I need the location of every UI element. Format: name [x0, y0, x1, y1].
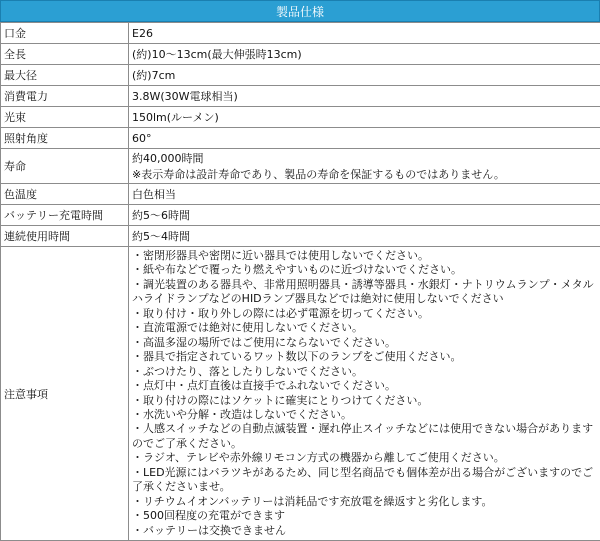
note-item: ・ぶつけたり、落としたりしないでください。 [132, 365, 600, 379]
spec-title: 製品仕様 [0, 0, 600, 22]
spec-grid [0, 22, 600, 541]
lifespan-value: 約40,000時間 [132, 150, 600, 166]
table-row-notes [1, 247, 600, 541]
note-item: ・LED光源にはバラツキがあるため、同じ型名商品でも個体差が出る場合がございますのでご了承くださいませ。 [132, 466, 600, 495]
row-label: バッテリー充電時間 [1, 205, 129, 226]
row-value: 白色相当 [129, 184, 600, 205]
table-row [1, 205, 600, 226]
note-item: ・取り付け・取り外しの際には必ず電源を切ってください。 [132, 307, 600, 321]
note-item: ・バッテリーは交換できません [132, 524, 600, 538]
note-item: ・リチウムイオンバッテリーは消耗品です充放電を繰返すと劣化します。 [132, 495, 600, 509]
row-label: 最大径 [1, 65, 129, 86]
row-label: 全長 [1, 44, 129, 65]
row-label: 色温度 [1, 184, 129, 205]
row-label: 寿命 [1, 149, 129, 184]
note-item: ・500回程度の充電ができます [132, 509, 600, 523]
table-row [1, 23, 600, 44]
row-label: 連続使用時間 [1, 226, 129, 247]
table-row [1, 149, 600, 184]
note-item: ・直流電源では絶対に使用しないでください。 [132, 321, 600, 335]
row-label: 光束 [1, 107, 129, 128]
note-item: ・器具で指定されているワット数以下のランプをご使用ください。 [132, 350, 600, 364]
lifespan-footnote: ※表示寿命は設計寿命であり、製品の寿命を保証するものではありません。 [132, 166, 600, 182]
notes-list [129, 247, 600, 541]
table-row [1, 184, 600, 205]
row-value: 60° [129, 128, 600, 149]
row-value: 約5～4時間 [129, 226, 600, 247]
note-item: ・高温多湿の場所ではご使用にならないでください。 [132, 336, 600, 350]
table-row [1, 44, 600, 65]
note-item: ・紙や布などで覆ったり燃えやすいものに近づけないでください。 [132, 263, 600, 277]
row-value: (約)7cm [129, 65, 600, 86]
table-row [1, 65, 600, 86]
note-item: ・調光装置のある器具や、非常用照明器具・誘導等器具・水銀灯・ナトリウムランプ・メタルハライドランプなどのHIDランプ器具などでは絶対に使用しないでください [132, 278, 600, 307]
note-item: ・ラジオ、テレビや赤外線リモコン方式の機器から離してご使用ください。 [132, 451, 600, 465]
row-label: 口金 [1, 23, 129, 44]
row-label: 照射角度 [1, 128, 129, 149]
row-value: 150lm(ルーメン) [129, 107, 600, 128]
row-value: 3.8W(30W電球相当) [129, 86, 600, 107]
table-row [1, 226, 600, 247]
row-value: (約)10～13cm(最大伸張時13cm) [129, 44, 600, 65]
note-item: ・人感スイッチなどの自動点滅装置・遅れ停止スイッチなどには使用できない場合がありますのでご了承ください。 [132, 422, 600, 451]
row-value: E26 [129, 23, 600, 44]
note-item: ・水洗いや分解・改造はしないでください。 [132, 408, 600, 422]
table-row [1, 86, 600, 107]
row-value: 約5～6時間 [129, 205, 600, 226]
table-row [1, 128, 600, 149]
table-row [1, 107, 600, 128]
note-item: ・取り付けの際にはソケットに確実にとりつけてください。 [132, 394, 600, 408]
row-label: 消費電力 [1, 86, 129, 107]
notes-label: 注意事項 [1, 247, 129, 541]
note-item: ・密閉形器具や密閉に近い器具では使用しないでください。 [132, 249, 600, 263]
note-item: ・点灯中・点灯直後は直接手でふれないでください。 [132, 379, 600, 393]
row-value [129, 149, 600, 184]
